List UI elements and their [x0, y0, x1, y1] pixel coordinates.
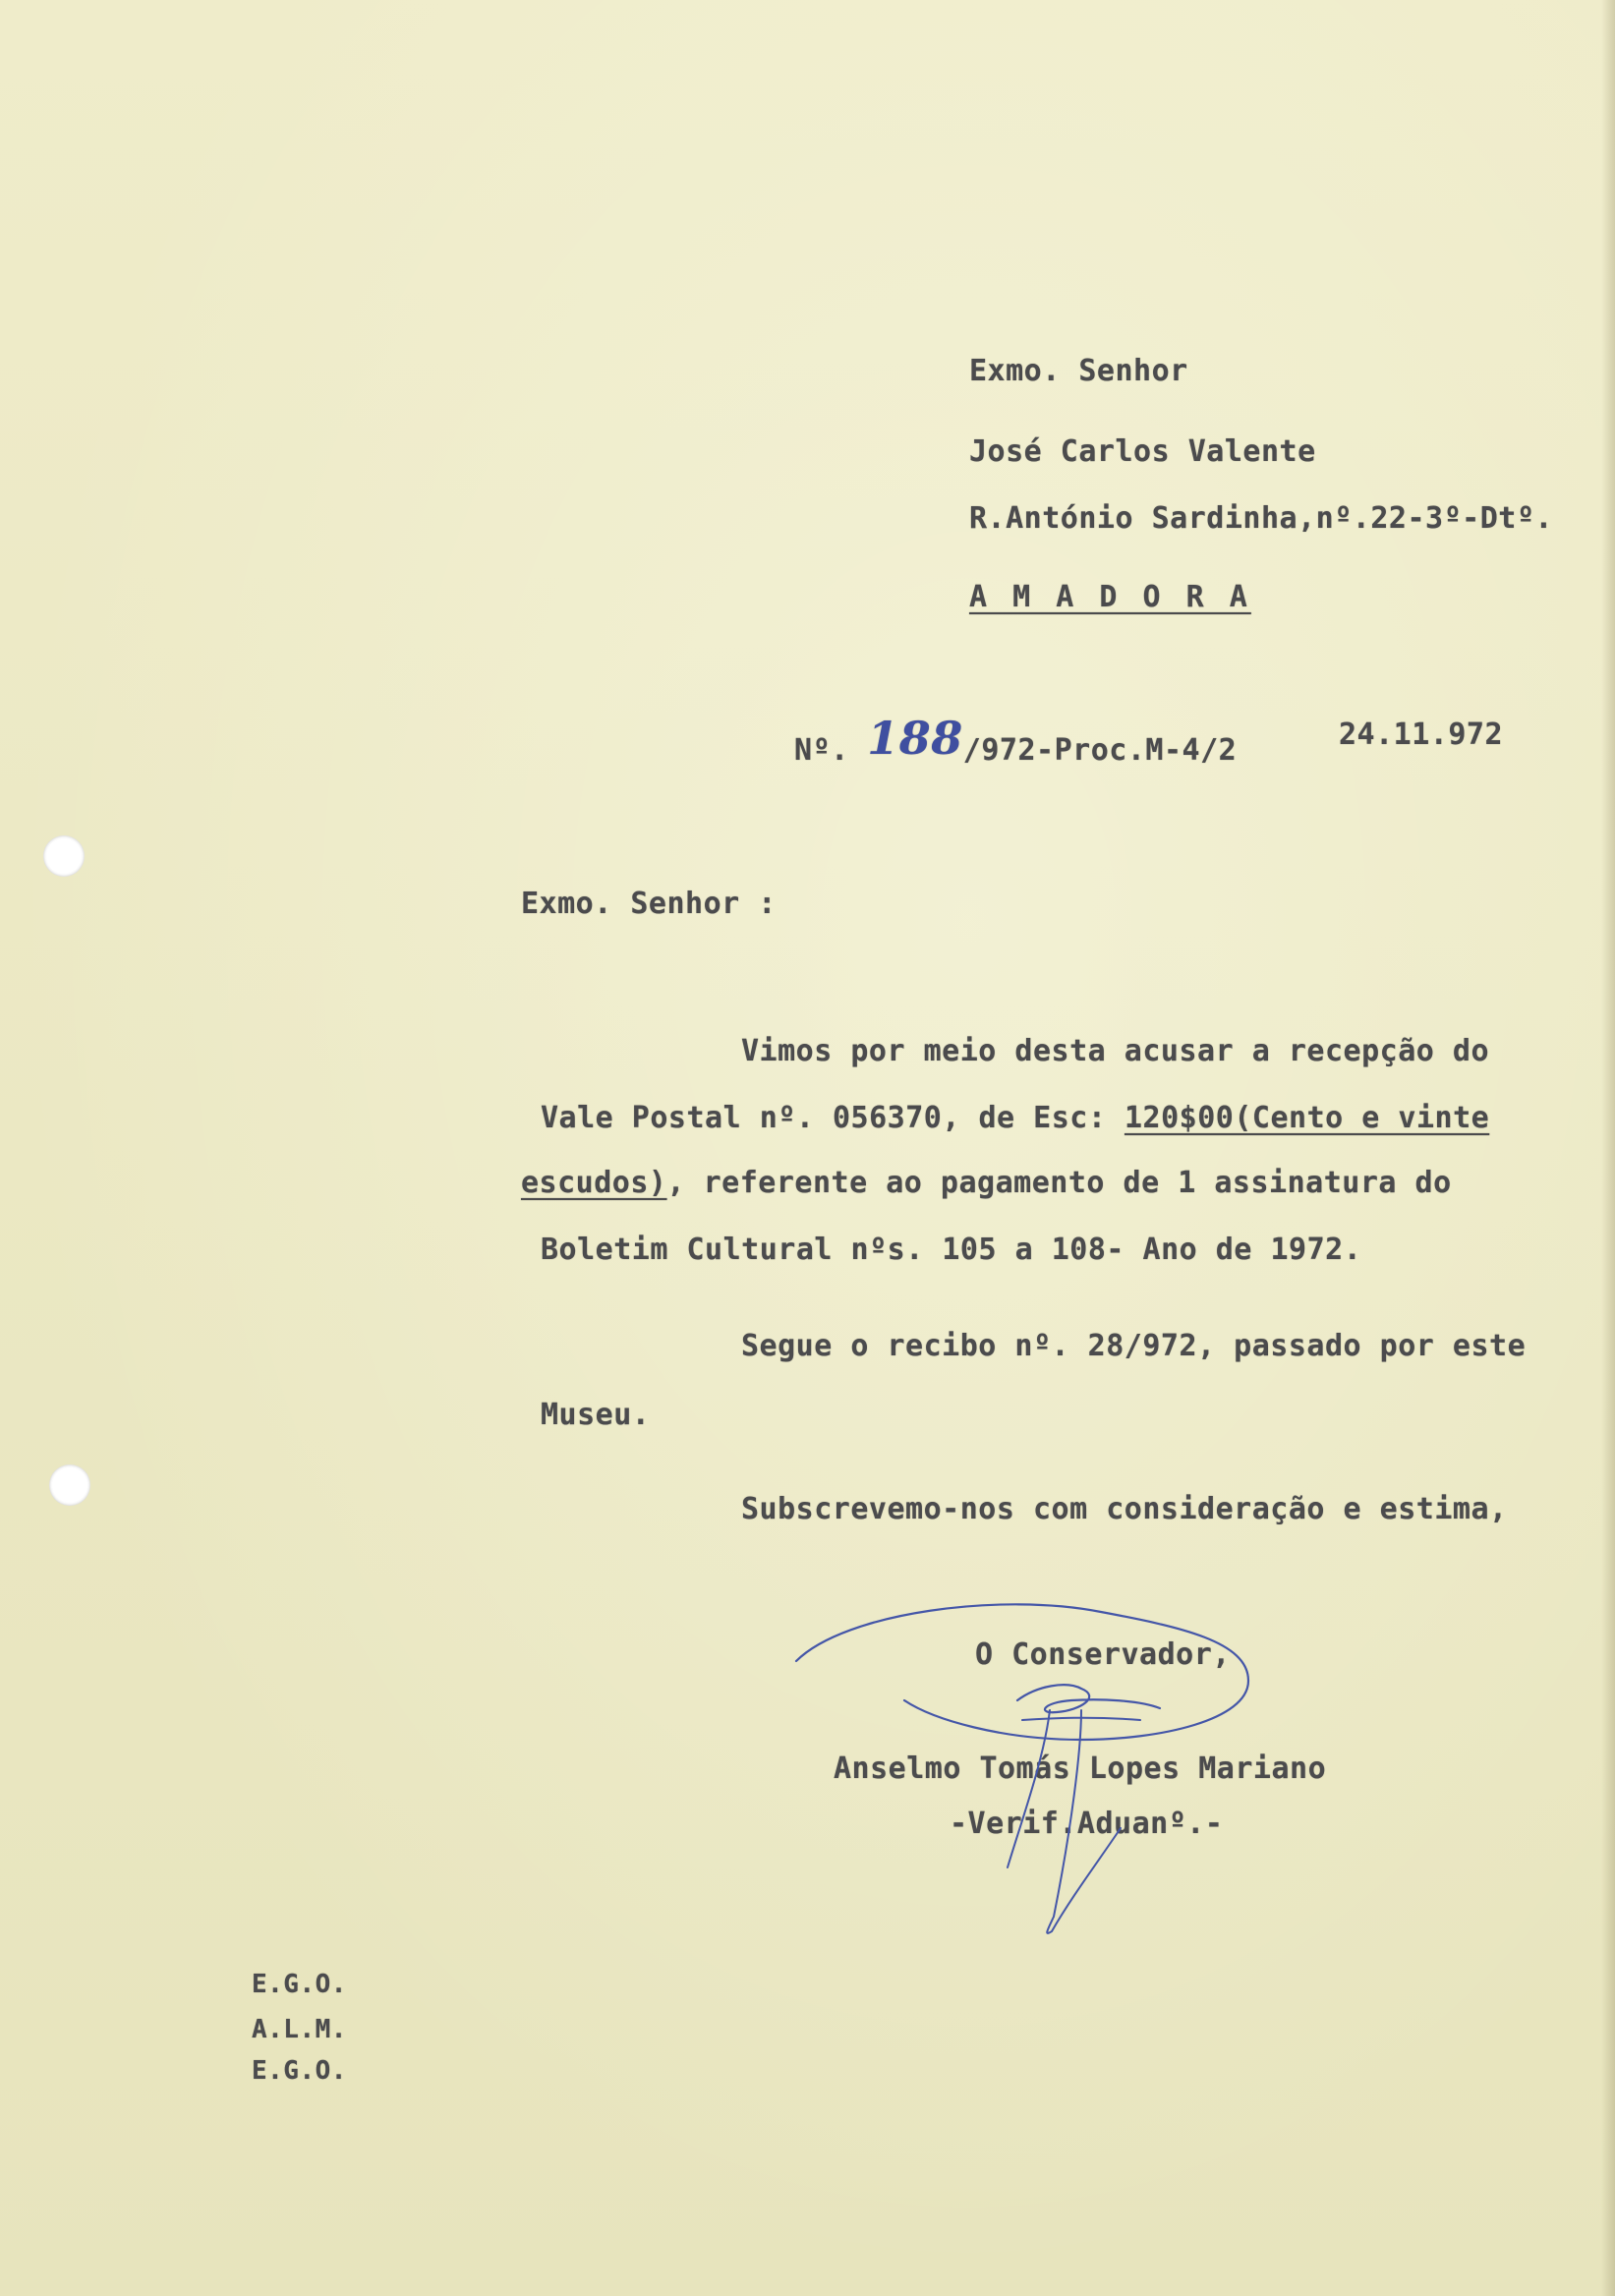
reference-handwritten-number: 188 [867, 712, 963, 765]
paragraph-1-line-2 [541, 1101, 1489, 1135]
copy-line-2: A.L.M. [252, 2015, 347, 2044]
punch-hole-top [43, 835, 85, 877]
paragraph-2-line-1: Segue o recibo nº. 28/972, passado por este [741, 1329, 1527, 1363]
paragraph-1-line-2-text: Vale Postal nº. 056370, de Esc: [541, 1101, 1125, 1135]
paragraph-1-line-3 [521, 1166, 1452, 1200]
copy-line-1: E.G.O. [252, 1970, 347, 1999]
recipient-salutation: Exmo. Senhor [969, 354, 1188, 388]
copy-line-3: E.G.O. [252, 2056, 347, 2086]
paragraph-1-line-3-text: , referente ao pagamento de 1 assinatura do [666, 1166, 1452, 1200]
paragraph-1-line-1: Vimos por meio desta acusar a recepção do [741, 1034, 1490, 1068]
reference-prefix: Nº. [794, 733, 849, 768]
handwritten-signature [786, 1573, 1298, 1946]
recipient-city: A M A D O R A [969, 580, 1251, 614]
amount-part-1: 120$00(Cento e vinte [1124, 1101, 1490, 1135]
reference-line [794, 712, 1238, 771]
punch-hole-bottom [49, 1464, 90, 1506]
reference-suffix: /972-Proc.M-4/2 [962, 733, 1238, 768]
recipient-address: R.António Sardinha,nº.22-3º-Dtº. [969, 501, 1553, 536]
amount-part-2: escudos) [521, 1166, 667, 1200]
paper-edge-shadow [1601, 0, 1615, 2296]
recipient-name: José Carlos Valente [969, 434, 1316, 469]
paragraph-1-line-4: Boletim Cultural nºs. 105 a 108- Ano de 1972. [541, 1233, 1362, 1267]
signatory-role: -Verif.Aduanº.- [950, 1807, 1224, 1841]
paragraph-3-line-1: Subscrevemo-nos com consideração e estima, [741, 1492, 1508, 1526]
greeting: Exmo. Senhor : [521, 887, 777, 921]
signatory-name: Anselmo Tomás Lopes Mariano [834, 1751, 1327, 1786]
reference-date: 24.11.972 [1339, 718, 1504, 752]
paragraph-2-line-2: Museu. [541, 1398, 651, 1432]
signature-title: O Conservador, [975, 1637, 1231, 1672]
